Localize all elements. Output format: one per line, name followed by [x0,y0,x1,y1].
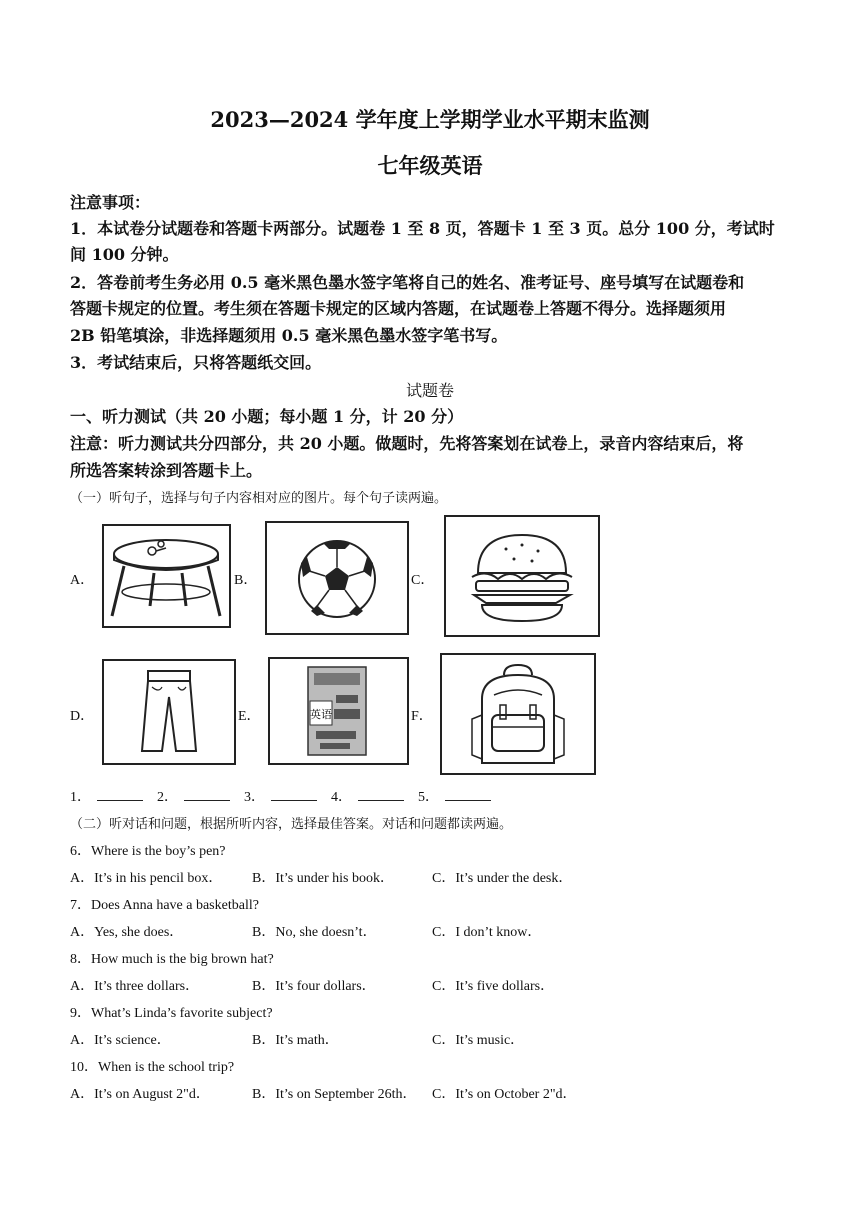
subsection-1-instruction: （一）听句子，选择与句子内容相对应的图片。每个句子读两遍。 [70,490,448,505]
exam-title: 2023—2024 学年度上学期学业水平期末监测 [210,107,650,132]
picture-label-f: F． [411,709,433,724]
answer-blank-5[interactable] [445,788,491,801]
soccer-ball-icon [265,521,409,635]
section-label: 试题卷 [405,381,454,400]
question-10-option-a: A．It’s on August 2"d． [70,1087,210,1102]
answer-blank-3[interactable] [271,788,317,801]
question-6-option-c: C．It’s under the desk． [432,871,573,886]
hamburger-icon [444,515,600,637]
exam-subtitle: 七年级英语 [377,153,483,178]
question-8-option-c: C．It’s five dollars． [432,979,555,994]
question-9-option-a: A．It’s science． [70,1033,171,1048]
blank-label-3: 3． [244,790,265,805]
backpack-icon [440,653,596,775]
question-8: 8．How much is the big brown hat? [70,952,274,967]
question-8-option-b: B．It’s four dollars． [252,979,376,994]
picture-label-a: A． [70,573,95,588]
note-item-1-line-1: 1．本试卷分试题卷和答题卡两部分。试题卷 1 至 8 页，答题卡 1 至 3 页。总分 100 分，考试时 [70,219,775,238]
picture-label-c: C． [411,573,435,588]
question-7-option-a: A．Yes, she does． [70,925,184,940]
blank-label-1: 1． [70,790,91,805]
answer-blanks-row [70,786,505,806]
note-item-2-line-3: 2B 铅笔填涂，非选择题须用 0.5 毫米黑色墨水签字笔书写。 [70,326,508,345]
note-item-2-line-2: 答题卡规定的位置。考生须在答题卡规定的区域内答题，在试题卷上答题不得分。选择题须用 [70,299,727,318]
part1-note-line-2: 所选答案转涂到答题卡上。 [70,461,263,480]
note-item-2-line-1: 2．答卷前考生务必用 0.5 毫米黑色墨水签字笔将自己的姓名、准考证号、座号填写在试题卷和 [70,273,745,292]
question-6-option-a: A．It’s in his pencil box． [70,871,223,886]
notes-heading: 注意事项： [70,193,151,212]
question-8-option-a: A．It’s three dollars． [70,979,200,994]
blank-label-2: 2． [157,790,178,805]
blank-label-5: 5． [418,790,439,805]
table-with-keys-icon [102,524,231,628]
question-7-option-b: B．No, she doesn’t． [252,925,377,940]
question-7: 7．Does Anna have a basketball? [70,898,259,913]
picture-label-d: D． [70,709,95,724]
answer-blank-2[interactable] [184,788,230,801]
answer-blank-4[interactable] [358,788,404,801]
question-9: 9．What’s Linda’s favorite subject? [70,1006,273,1021]
pants-icon [102,659,236,765]
picture-label-b: B． [234,573,258,588]
english-book-icon [268,657,409,765]
subsection-2-instruction: （二）听对话和问题，根据所听内容，选择最佳答案。对话和问题都读两遍。 [70,816,513,831]
question-10: 10．When is the school trip? [70,1060,235,1075]
question-9-option-b: B．It’s math． [252,1033,339,1048]
question-10-option-b: B．It’s on September 26th． [252,1087,417,1102]
note-item-1-line-2: 间 100 分钟。 [70,245,179,264]
blank-label-4: 4． [331,790,352,805]
answer-blank-1[interactable] [97,788,143,801]
question-7-option-c: C．I don’t know． [432,925,542,940]
question-6-option-b: B．It’s under his book． [252,871,394,886]
question-6: 6．Where is the boy’s pen? [70,844,226,859]
part1-title: 一、听力测试（共 20 小题；每小题 1 分，计 20 分） [70,407,464,426]
note-item-3: 3．考试结束后，只将答题纸交回。 [70,353,322,372]
part1-note-line-1: 注意：听力测试共分四部分，共 20 小题。做题时，先将答案划在试卷上，录音内容结束后，将 [70,434,744,453]
book-cover-text: 英语 [310,708,332,721]
question-10-option-c: C．It’s on October 2"d． [432,1087,577,1102]
question-9-option-c: C．It’s music． [432,1033,525,1048]
picture-label-e: E． [238,709,261,724]
